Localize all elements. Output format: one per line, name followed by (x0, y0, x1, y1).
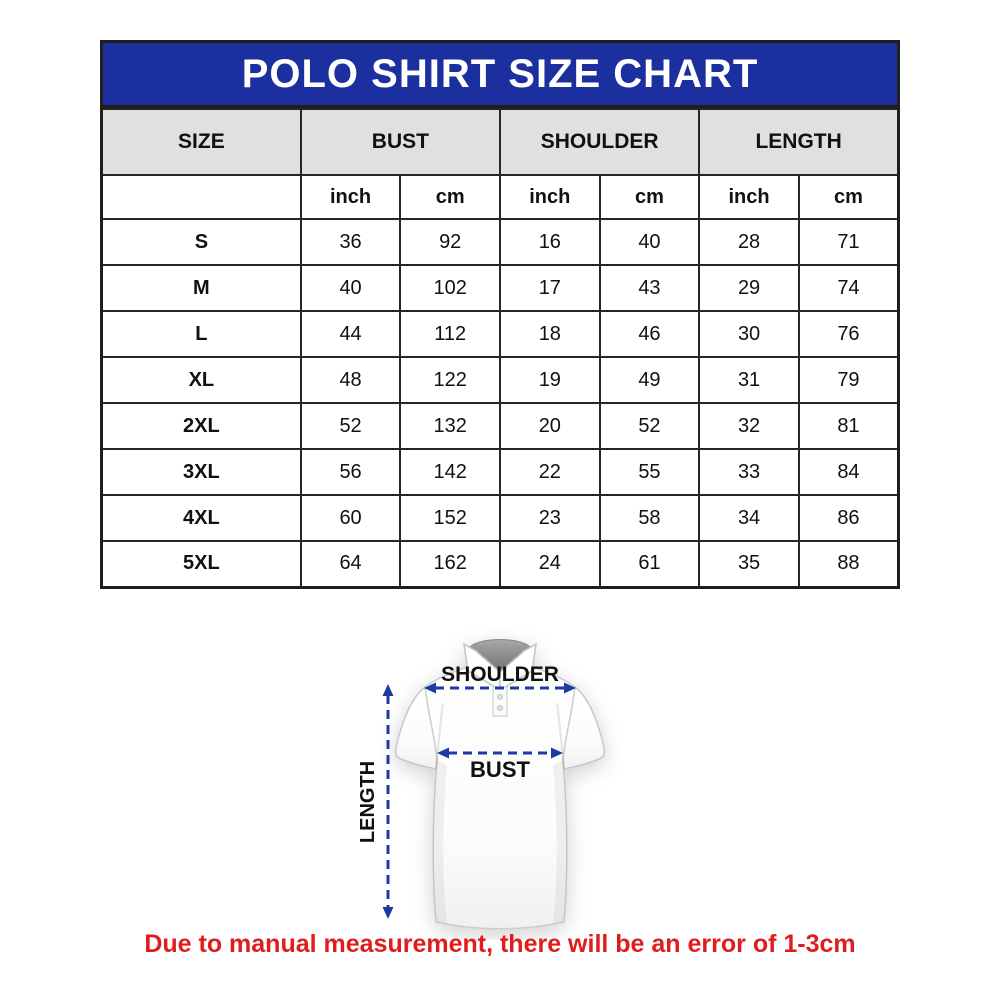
value-cell: 48 (301, 357, 401, 403)
value-cell: 88 (799, 541, 899, 587)
value-cell: 35 (699, 541, 799, 587)
chart-title: POLO SHIRT SIZE CHART (241, 51, 759, 96)
value-cell: 20 (500, 403, 600, 449)
value-cell: 17 (500, 265, 600, 311)
value-cell: 81 (799, 403, 899, 449)
value-cell: 79 (799, 357, 899, 403)
value-cell: 22 (500, 449, 600, 495)
size-cell: L (102, 311, 301, 357)
value-cell: 74 (799, 265, 899, 311)
value-cell: 92 (400, 219, 500, 265)
unit-header-shoulder-inch: inch (500, 175, 600, 219)
table-row-xl (102, 357, 899, 403)
length-arrow (383, 684, 394, 919)
value-cell: 162 (400, 541, 500, 587)
value-cell: 16 (500, 219, 600, 265)
table-row-s (102, 219, 899, 265)
size-cell: S (102, 219, 301, 265)
chart-title-bar (100, 40, 900, 108)
value-cell: 56 (301, 449, 401, 495)
value-cell: 76 (799, 311, 899, 357)
button-top (498, 695, 503, 700)
value-cell: 34 (699, 495, 799, 541)
unit-header-bust-cm: cm (400, 175, 500, 219)
value-cell: 24 (500, 541, 600, 587)
value-cell: 23 (500, 495, 600, 541)
value-cell: 29 (699, 265, 799, 311)
value-cell: 28 (699, 219, 799, 265)
value-cell: 18 (500, 311, 600, 357)
length-label: LENGTH (357, 760, 379, 844)
table-row-5xl (102, 541, 899, 587)
value-cell: 44 (301, 311, 401, 357)
size-chart (100, 40, 900, 589)
col-header-shoulder: SHOULDER (500, 109, 699, 175)
value-cell: 46 (600, 311, 700, 357)
value-cell: 30 (699, 311, 799, 357)
value-cell: 71 (799, 219, 899, 265)
value-cell: 58 (600, 495, 700, 541)
size-cell: 4XL (102, 495, 301, 541)
value-cell: 102 (400, 265, 500, 311)
size-table (100, 108, 900, 589)
value-cell: 122 (400, 357, 500, 403)
value-cell: 36 (301, 219, 401, 265)
size-cell: 5XL (102, 541, 301, 587)
unit-header-shoulder-cm: cm (600, 175, 700, 219)
measurement-note: Due to manual measurement, there will be an error of 1-3cm (144, 930, 856, 958)
value-cell: 43 (600, 265, 700, 311)
unit-header-row (102, 175, 899, 219)
value-cell: 60 (301, 495, 401, 541)
table-row-m (102, 265, 899, 311)
size-cell: 2XL (102, 403, 301, 449)
table-row-4xl (102, 495, 899, 541)
table-row-3xl (102, 449, 899, 495)
value-cell: 40 (301, 265, 401, 311)
value-cell: 142 (400, 449, 500, 495)
button-bottom (498, 706, 503, 711)
table-row-2xl (102, 403, 899, 449)
value-cell: 40 (600, 219, 700, 265)
value-cell: 31 (699, 357, 799, 403)
unit-header-length-cm: cm (799, 175, 899, 219)
size-cell: M (102, 265, 301, 311)
value-cell: 19 (500, 357, 600, 403)
value-cell: 55 (600, 449, 700, 495)
value-cell: 84 (799, 449, 899, 495)
value-cell: 112 (400, 311, 500, 357)
value-cell: 152 (400, 495, 500, 541)
col-header-size: SIZE (102, 109, 301, 175)
unit-header-length-inch: inch (699, 175, 799, 219)
value-cell: 132 (400, 403, 500, 449)
value-cell: 61 (600, 541, 700, 587)
shoulder-label: SHOULDER (441, 663, 559, 686)
col-header-length: LENGTH (699, 109, 898, 175)
value-cell: 64 (301, 541, 401, 587)
group-header-row (102, 109, 899, 175)
measurement-diagram (350, 630, 650, 940)
value-cell: 49 (600, 357, 700, 403)
value-cell: 52 (600, 403, 700, 449)
value-cell: 33 (699, 449, 799, 495)
table-row-l (102, 311, 899, 357)
unit-header-empty (102, 175, 301, 219)
size-cell: 3XL (102, 449, 301, 495)
value-cell: 86 (799, 495, 899, 541)
unit-header-bust-inch: inch (301, 175, 401, 219)
placket (493, 687, 507, 716)
col-header-bust: BUST (301, 109, 500, 175)
size-cell: XL (102, 357, 301, 403)
bust-label: BUST (470, 757, 530, 782)
value-cell: 32 (699, 403, 799, 449)
value-cell: 52 (301, 403, 401, 449)
